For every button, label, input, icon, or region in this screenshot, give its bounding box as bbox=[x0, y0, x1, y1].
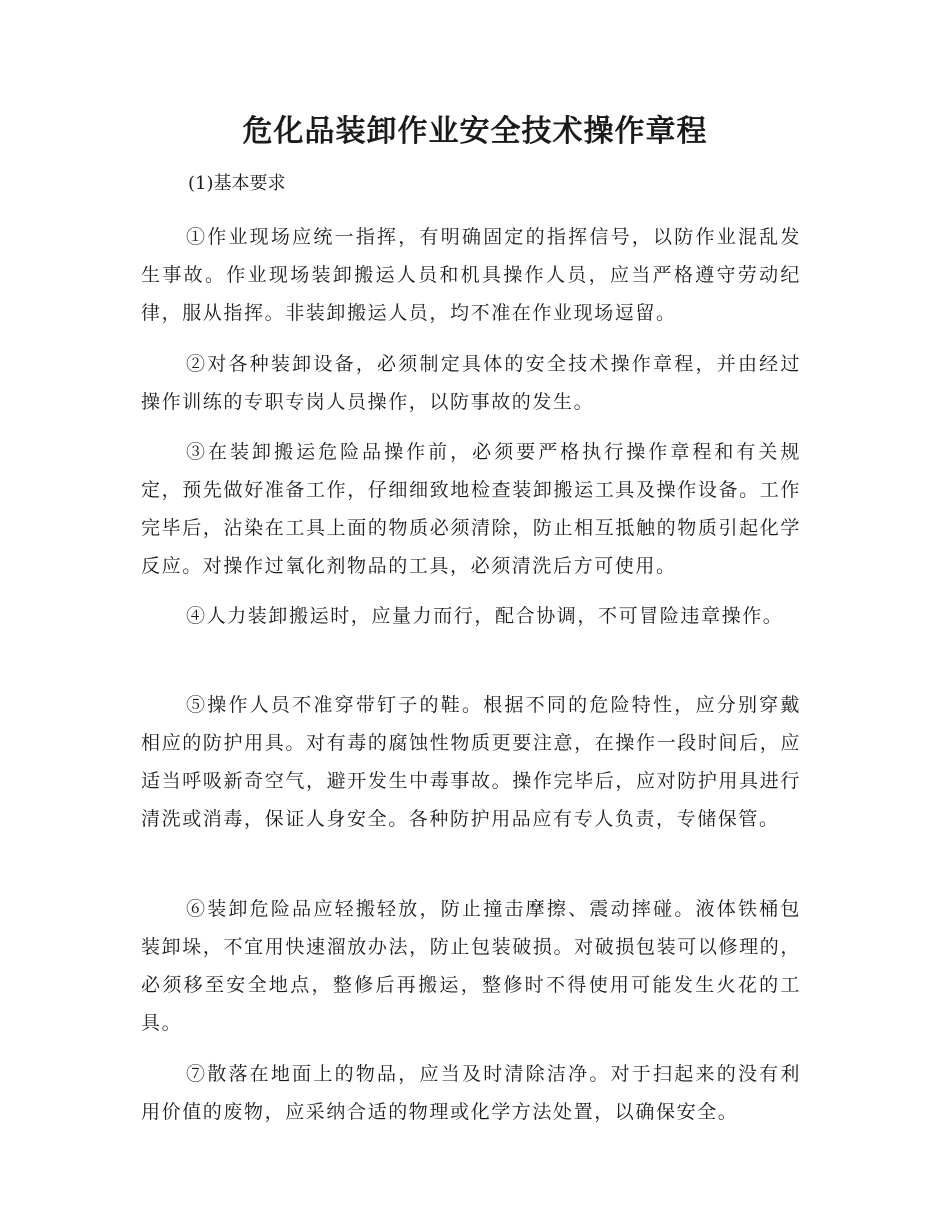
document-title: 危化品装卸作业安全技术操作章程 bbox=[242, 114, 708, 149]
paragraph-2: ②对各种装卸设备，必须制定具体的安全技术操作章程，并由经过操作训练的专职专岗人员操作，以防事故的发生。 bbox=[141, 353, 801, 413]
paragraph-5: ⑤操作人员不准穿带钉子的鞋。根据不同的危险特性，应分别穿戴相应的防护用具。对有毒的腐蚀性物质更要注意，在操作一段时间后，应适当呼吸新奇空气，避开发生中毒事故。操作完毕后，应对防护用具进行清洗或消毒，保证人身安全。各种防护用品应有专人负责，专储保管。 bbox=[141, 694, 801, 830]
paragraph-4: ④人力装卸搬运时，应量力而行，配合协调，不可冒险违章操作。 bbox=[186, 605, 784, 627]
paragraph-1: ①作业现场应统一指挥，有明确固定的指挥信号，以防作业混乱发生事故。作业现场装卸搬运人员和机具操作人员，应当严格遵守劳动纪律，服从指挥。非装卸搬运人员，均不准在作业现场逗留。 bbox=[141, 226, 801, 324]
paragraph-7: ⑦散落在地面上的物品，应当及时清除洁净。对于扫起来的没有利用价值的废物，应采纳合适的物理或化学方法处置，以确保安全。 bbox=[141, 1063, 801, 1123]
paragraph-6: ⑥装卸危险品应轻搬轻放，防止撞击摩擦、震动摔碰。液体铁桶包装卸垛，不宜用快速溜放办法，防止包装破损。对破损包装可以修理的，必须移至安全地点，整修后再搬运，整修时不得使用可能发生火花的工具。 bbox=[141, 898, 801, 1034]
paragraph-3: ③在装卸搬运危险品操作前，必须要严格执行操作章程和有关规定，预先做好准备工作，仔细细致地检查装卸搬运工具及操作设备。工作完毕后，沾染在工具上面的物质必须清除，防止相互抵触的物质引起化学反应。对操作过氧化剂物品的工具，必须清洗后方可使用。 bbox=[141, 441, 801, 577]
section-heading: (1)基本要求 bbox=[188, 173, 286, 194]
